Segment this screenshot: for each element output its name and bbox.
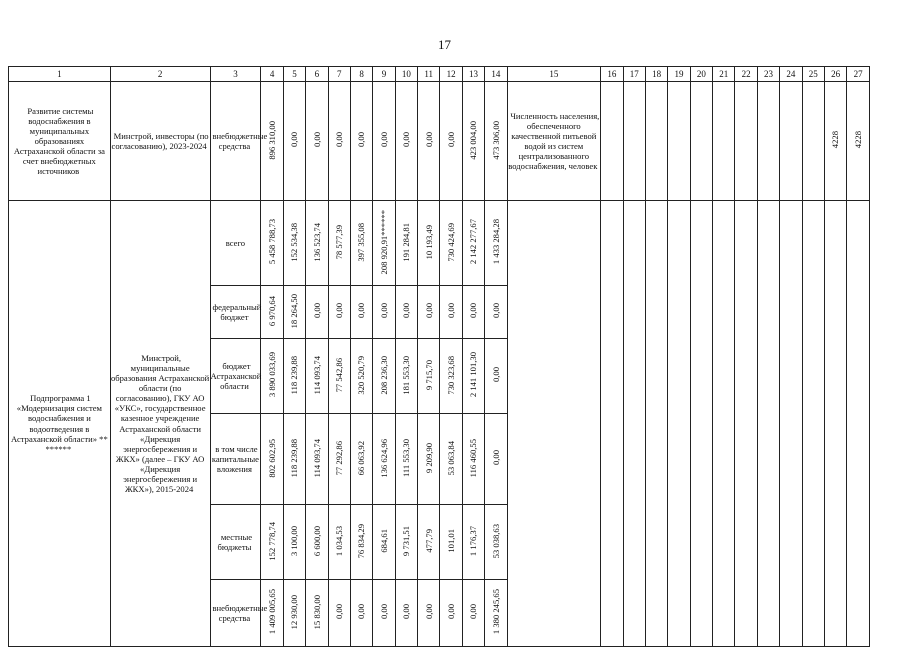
rotated-value: 5 458 788,73 <box>266 219 277 265</box>
amount-cell <box>283 505 305 580</box>
rotated-value: 136 624,96 <box>378 438 389 478</box>
rotated-value: 3 100,00 <box>289 525 300 556</box>
rotated-value: 53 038,63 <box>490 523 501 559</box>
amount-cell <box>328 339 350 414</box>
cell-text: Минстрой, муниципальные образования Астраханской области (по согласованию), ГКУ АО «УКС», государственное казенное учреждение Астраханской области «Дирекция энергосбережения и ЖКХ» (далее – ГКУ АО «Дирекция энергосбережения и ЖКХ»), 2015-2024 <box>110 352 210 495</box>
amount-cell <box>350 414 372 505</box>
amount-cell <box>462 82 484 201</box>
cell-text: 24 <box>786 68 796 79</box>
program-table <box>8 66 870 647</box>
rotated-value: 0,00 <box>445 604 456 620</box>
rotated-value: 802 602,95 <box>266 438 277 478</box>
empty-cell <box>802 201 824 647</box>
rotated-value: 77 542,86 <box>334 357 345 393</box>
empty-cell <box>824 201 846 647</box>
rotated-value: 208 920,91****** <box>378 209 389 275</box>
amount-cell <box>395 82 417 201</box>
rotated-value: 118 239,88 <box>289 355 300 395</box>
rotated-value: 0,00 <box>423 132 434 148</box>
empty-cell <box>601 82 623 201</box>
funding-source <box>210 286 261 339</box>
amount-cell <box>306 414 328 505</box>
amount-cell <box>485 339 507 414</box>
amount-cell <box>350 580 372 647</box>
amount-cell <box>261 580 283 647</box>
funding-source <box>210 339 261 414</box>
empty-cell <box>735 82 757 201</box>
amount-cell <box>395 286 417 339</box>
amount-cell <box>350 505 372 580</box>
measure-name <box>9 82 111 201</box>
rotated-value: 423 004,00 <box>468 120 479 160</box>
empty-cell <box>623 82 645 201</box>
rotated-value: 0,00 <box>468 604 479 620</box>
amount-cell <box>485 580 507 647</box>
rotated-value: 0,00 <box>334 604 345 620</box>
amount-cell <box>395 339 417 414</box>
rotated-value: 397 355,08 <box>356 222 367 262</box>
amount-cell <box>261 82 283 201</box>
cell-text: внебюджетные средства <box>212 130 268 151</box>
cell-text: 8 <box>359 68 364 79</box>
indicator-empty <box>507 201 601 647</box>
header-cell <box>668 67 690 82</box>
empty-cell <box>623 201 645 647</box>
cell-text: 6 <box>314 68 320 79</box>
rotated-value: 152 534,38 <box>289 222 300 262</box>
amount-cell <box>418 201 440 286</box>
amount-cell <box>462 339 484 414</box>
cell-text: 7 <box>336 68 342 79</box>
subprogram-executor <box>110 201 210 647</box>
amount-cell <box>328 82 350 201</box>
header-cell <box>306 67 328 82</box>
amount-cell <box>485 505 507 580</box>
rotated-value: 53 063,84 <box>445 440 456 476</box>
rotated-value: 2 141 101,30 <box>468 352 479 398</box>
empty-cell <box>757 82 779 201</box>
rotated-value: 76 834,29 <box>356 523 367 559</box>
header-cell <box>735 67 757 82</box>
amount-cell <box>440 580 462 647</box>
amount-cell <box>440 286 462 339</box>
rotated-value: 0,00 <box>356 604 367 620</box>
header-cell <box>713 67 735 82</box>
amount-cell <box>373 580 395 647</box>
rotated-value: 4228 <box>830 131 841 149</box>
cell-text: 10 <box>401 68 411 79</box>
rotated-value: 4228 <box>853 131 864 149</box>
rotated-value: 0,00 <box>423 303 434 319</box>
cell-text: Минстрой, инвесторы (по согласованию), 2023-2024 <box>111 130 209 151</box>
rotated-value: 78 577,39 <box>334 224 345 260</box>
rotated-value: 111 553,30 <box>401 438 412 477</box>
amount-cell <box>462 286 484 339</box>
amount-cell <box>373 339 395 414</box>
executor <box>110 82 210 201</box>
amount-cell <box>485 201 507 286</box>
header-row <box>9 67 870 82</box>
amount-cell <box>485 414 507 505</box>
rotated-value: 208 236,30 <box>378 355 389 395</box>
amount-cell <box>328 505 350 580</box>
cell-text: 19 <box>674 68 684 79</box>
rotated-value: 0,00 <box>401 604 412 620</box>
header-cell <box>440 67 462 82</box>
cell-text: 1 <box>57 68 62 79</box>
amount-cell <box>440 414 462 505</box>
cell-text: 18 <box>652 68 662 79</box>
amount-cell <box>373 414 395 505</box>
rotated-value: 0,00 <box>311 303 322 319</box>
amount-cell <box>261 286 283 339</box>
header-cell <box>9 67 111 82</box>
header-cell <box>847 67 870 82</box>
header-cell <box>780 67 802 82</box>
cell-text: 14 <box>491 68 501 79</box>
header-cell <box>395 67 417 82</box>
amount-cell <box>306 82 328 201</box>
amount-cell <box>395 414 417 505</box>
rotated-value: 2 142 277,67 <box>468 219 479 265</box>
rotated-value: 0,00 <box>378 303 389 319</box>
rotated-value: 15 830,00 <box>311 594 322 630</box>
header-cell <box>373 67 395 82</box>
amount-cell <box>283 580 305 647</box>
amount-cell <box>418 339 440 414</box>
cell-text: всего <box>225 237 246 248</box>
empty-cell <box>847 201 870 647</box>
amount-cell <box>373 505 395 580</box>
rotated-value: 0,00 <box>356 303 367 319</box>
amount-cell <box>462 580 484 647</box>
header-cell <box>462 67 484 82</box>
rotated-value: 77 292,86 <box>334 440 345 476</box>
cell-text: 11 <box>424 68 434 79</box>
rotated-value: 114 093,74 <box>311 355 322 395</box>
cell-text: 25 <box>808 68 818 79</box>
cell-text: 27 <box>853 68 863 79</box>
empty-cell <box>601 201 623 647</box>
header-cell <box>418 67 440 82</box>
rotated-value: 0,00 <box>401 132 412 148</box>
funding-source <box>210 414 261 505</box>
amount-cell <box>462 201 484 286</box>
amount-cell <box>418 505 440 580</box>
amount-cell <box>283 82 305 201</box>
amount-cell <box>306 286 328 339</box>
empty-cell <box>780 82 802 201</box>
cell-text: федеральный бюджет <box>212 301 262 322</box>
amount-cell <box>462 414 484 505</box>
rotated-value: 0,00 <box>445 132 456 148</box>
cell-text: 3 <box>233 68 238 79</box>
cell-text: 4 <box>269 68 275 79</box>
header-cell <box>802 67 824 82</box>
rotated-value: 12 930,00 <box>289 594 300 630</box>
rotated-value: 114 093,74 <box>311 438 322 478</box>
amount-cell <box>261 414 283 505</box>
cell-text: 12 <box>446 68 456 79</box>
amount-cell <box>306 505 328 580</box>
rotated-value: 896 310,00 <box>266 120 277 160</box>
amount-cell <box>283 286 305 339</box>
header-cell <box>261 67 283 82</box>
header-cell <box>350 67 372 82</box>
rotated-value: 1 380 245,65 <box>490 589 501 635</box>
cell-text: 15 <box>549 68 559 79</box>
rotated-value: 1 034,53 <box>334 525 345 556</box>
rotated-value: 0,00 <box>311 132 322 148</box>
rotated-value: 0,00 <box>423 604 434 620</box>
amount-cell <box>440 339 462 414</box>
amount-cell <box>350 286 372 339</box>
cell-text: 13 <box>468 68 478 79</box>
empty-cell <box>780 201 802 647</box>
cell-text: Развитие системы водоснабжения в муниципальных образованиях Астраханской области за счет внебюджетных источников <box>13 105 105 177</box>
cell-text: 26 <box>831 68 841 79</box>
amount-cell <box>350 201 372 286</box>
empty-cell <box>645 82 667 201</box>
rotated-value: 66 063,92 <box>356 440 367 476</box>
empty-cell <box>735 201 757 647</box>
rotated-value: 473 306,00 <box>490 120 501 160</box>
rotated-value: 0,00 <box>334 132 345 148</box>
rotated-value: 9 209,90 <box>423 442 434 473</box>
rotated-value: 684,61 <box>378 529 389 553</box>
cell-text: Численность населения, обеспеченного качественной питьевой водой из систем централизованного водоснабжения, человек <box>508 110 600 172</box>
header-cell <box>507 67 601 82</box>
amount-cell <box>395 201 417 286</box>
rotated-value: 18 264,50 <box>289 293 300 329</box>
amount-cell <box>440 82 462 201</box>
amount-cell <box>395 580 417 647</box>
cell-text: 2 <box>157 68 163 79</box>
amount-cell <box>373 201 395 286</box>
rotated-value: 730 424,69 <box>445 222 456 262</box>
rotated-value: 0,00 <box>445 303 456 319</box>
funding-source <box>210 505 261 580</box>
header-cell <box>690 67 712 82</box>
cell-text: 22 <box>741 68 751 79</box>
amount-cell <box>306 580 328 647</box>
rotated-value: 9 731,51 <box>401 525 412 556</box>
rotated-value: 1 409 005,65 <box>266 589 277 635</box>
cell-text: 21 <box>719 68 729 79</box>
subprogram-name <box>9 201 111 647</box>
indicator-name <box>507 82 601 201</box>
amount-cell <box>418 82 440 201</box>
amount-cell <box>261 505 283 580</box>
cell-text: местные бюджеты <box>217 531 253 552</box>
amount-cell <box>462 505 484 580</box>
rotated-value: 6 970,64 <box>266 295 277 326</box>
subprogram-row <box>9 201 870 286</box>
header-cell <box>210 67 261 82</box>
rotated-value: 0,00 <box>378 604 389 620</box>
indicator-value-27 <box>847 82 870 201</box>
cell-text: 16 <box>607 68 617 79</box>
cell-text: 23 <box>763 68 773 79</box>
header-cell <box>283 67 305 82</box>
page-number: 17 <box>438 37 451 52</box>
empty-cell <box>802 82 824 201</box>
header-cell <box>601 67 623 82</box>
rotated-value: 10 193,49 <box>423 224 434 260</box>
amount-cell <box>350 82 372 201</box>
amount-cell <box>485 286 507 339</box>
rotated-value: 3 890 033,69 <box>266 352 277 398</box>
amount-cell <box>418 286 440 339</box>
rotated-value: 320 520,79 <box>356 355 367 395</box>
amount-cell <box>283 339 305 414</box>
cell-text: бюджет Астраханской области <box>210 360 262 392</box>
indicator-value-26 <box>824 82 846 201</box>
rotated-value: 0,00 <box>401 303 412 319</box>
amount-cell <box>328 201 350 286</box>
amount-cell <box>485 82 507 201</box>
rotated-value: 0,00 <box>490 303 501 319</box>
amount-cell <box>395 505 417 580</box>
empty-cell <box>645 201 667 647</box>
funding-source <box>210 82 268 201</box>
cell-text: в том числе капитальные вложения <box>211 443 259 475</box>
header-cell <box>757 67 779 82</box>
header-cell <box>328 67 350 82</box>
rotated-value: 0,00 <box>378 132 389 148</box>
rotated-value: 181 553,30 <box>401 355 412 395</box>
cell-text: 20 <box>696 68 706 79</box>
rotated-value: 191 284,81 <box>401 222 412 262</box>
header-cell <box>623 67 645 82</box>
empty-cell <box>713 201 735 647</box>
amount-cell <box>373 82 395 201</box>
amount-cell <box>350 339 372 414</box>
amount-cell <box>306 201 328 286</box>
empty-cell <box>713 82 735 201</box>
cell-text: внебюджетные средства <box>212 602 268 623</box>
header-cell <box>824 67 846 82</box>
empty-cell <box>690 201 712 647</box>
rotated-value: 0,00 <box>334 303 345 319</box>
rotated-value: 0,00 <box>468 303 479 319</box>
rotated-value: 0,00 <box>490 367 501 383</box>
funding-source <box>210 201 261 286</box>
rotated-value: 136 523,74 <box>311 222 322 262</box>
rotated-value: 9 715,70 <box>423 359 434 390</box>
header-cell <box>645 67 667 82</box>
amount-cell <box>440 201 462 286</box>
amount-cell <box>373 286 395 339</box>
cell-text: 17 <box>629 68 639 79</box>
cell-text: Подпрограмма 1 «Модернизация систем водоснабжения и водоотведения в Астраханской области» ** ****** <box>11 393 108 454</box>
empty-cell <box>668 201 690 647</box>
rotated-value: 101,01 <box>445 529 456 553</box>
amount-cell <box>418 414 440 505</box>
amount-cell <box>261 201 283 286</box>
funding-source <box>210 580 268 647</box>
amount-cell <box>418 580 440 647</box>
amount-cell <box>440 505 462 580</box>
cell-text: 5 <box>292 68 297 79</box>
amount-cell <box>283 201 305 286</box>
rotated-value: 6 600,00 <box>311 525 322 556</box>
header-cell <box>485 67 507 82</box>
rotated-value: 116 460,55 <box>468 438 479 478</box>
rotated-value: 0,00 <box>289 132 300 148</box>
amount-cell <box>328 286 350 339</box>
rotated-value: 152 778,74 <box>266 521 277 561</box>
rotated-value: 0,00 <box>490 450 501 466</box>
rotated-value: 1 433 284,28 <box>490 219 501 265</box>
amount-cell <box>261 339 283 414</box>
amount-cell <box>283 414 305 505</box>
amount-cell <box>306 339 328 414</box>
rotated-value: 730 323,68 <box>445 355 456 395</box>
empty-cell <box>668 82 690 201</box>
cell-text: 9 <box>381 68 387 79</box>
rotated-value: 0,00 <box>356 132 367 148</box>
header-cell <box>110 67 210 82</box>
rotated-value: 477,79 <box>423 529 434 553</box>
rotated-value: 118 239,88 <box>289 438 300 478</box>
rotated-value: 1 176,37 <box>468 525 479 556</box>
empty-cell <box>757 201 779 647</box>
amount-cell <box>328 580 350 647</box>
row-water-supply-development <box>9 82 870 201</box>
empty-cell <box>690 82 712 201</box>
amount-cell <box>328 414 350 505</box>
